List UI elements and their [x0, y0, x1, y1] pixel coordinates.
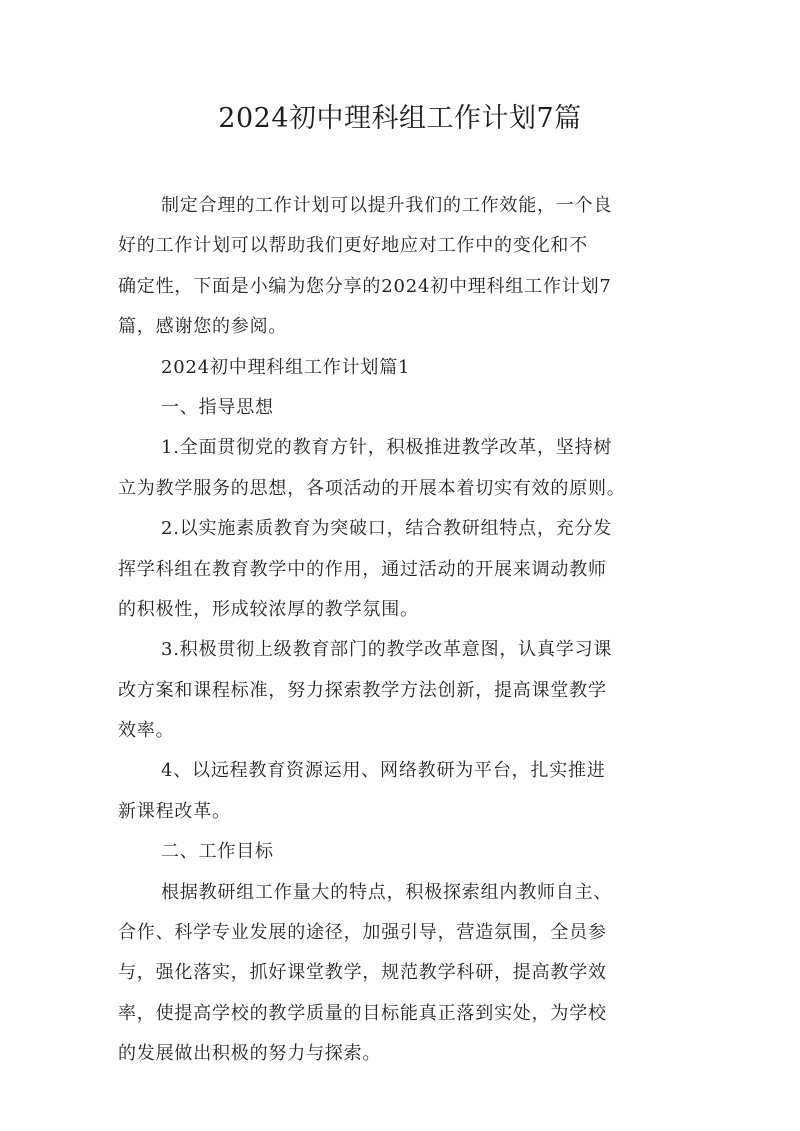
body-text-line: 篇，感谢您的参阅。: [118, 316, 288, 338]
body-text-line: 立为教学服务的思想，各项活动的开展本着切实有效的原则。: [118, 477, 626, 499]
document-title: 2024初中理科组工作计划7篇: [218, 103, 582, 134]
body-text-line: 1.全面贯彻党的教育方针，积极推进教学改革，坚持树: [161, 437, 613, 459]
body-text-line: 制定合理的工作计划可以提升我们的工作效能，一个良: [161, 195, 613, 216]
body-text-line: 3.积极贯彻上级教育部门的教学改革意图，认真学习课: [161, 639, 613, 661]
body-text-line: 挥学科组在教育教学中的作用，通过活动的开展来调动教师: [118, 558, 607, 580]
body-text-line: 的发展做出积极的努力与探索。: [118, 1043, 382, 1065]
body-text-line: 新课程改革。: [118, 800, 231, 822]
body-text-line: 确定性，下面是小编为您分享的2024初中理科组工作计划7: [118, 275, 612, 297]
body-text-line: 合作、科学专业发展的途径，加强引导，营造氛围，全员参: [118, 922, 607, 944]
body-text-line: 的积极性，形成较浓厚的教学氛围。: [118, 598, 419, 620]
document-body: [118, 186, 688, 1075]
body-text-line: 2.以实施素质教育为突破口，结合教研组特点，充分发: [161, 518, 613, 540]
body-text-line: 好的工作计划可以帮助我们更好地应对工作中的变化和不: [118, 235, 588, 257]
body-text-line: 2024初中理科组工作计划篇1: [161, 356, 411, 378]
body-text-line: 效率。: [118, 720, 175, 742]
body-text-line: 改方案和课程标准，努力探索教学方法创新，提高课堂教学: [118, 679, 607, 701]
body-text-line: 率，使提高学校的教学质量的目标能真正落到实处，为学校: [118, 1002, 607, 1024]
body-text-line: 一、指导思想: [161, 396, 274, 418]
body-text-line: 二、工作目标: [161, 841, 274, 863]
body-text-line: 根据教研组工作量大的特点，积极探索组内教师自主、: [161, 881, 613, 903]
body-text-line: 与，强化落实，抓好课堂教学，规范教学科研，提高教学效: [118, 962, 607, 984]
body-text-line: 4、以远程教育资源运用、网络教研为平台，扎实推进: [161, 760, 606, 782]
